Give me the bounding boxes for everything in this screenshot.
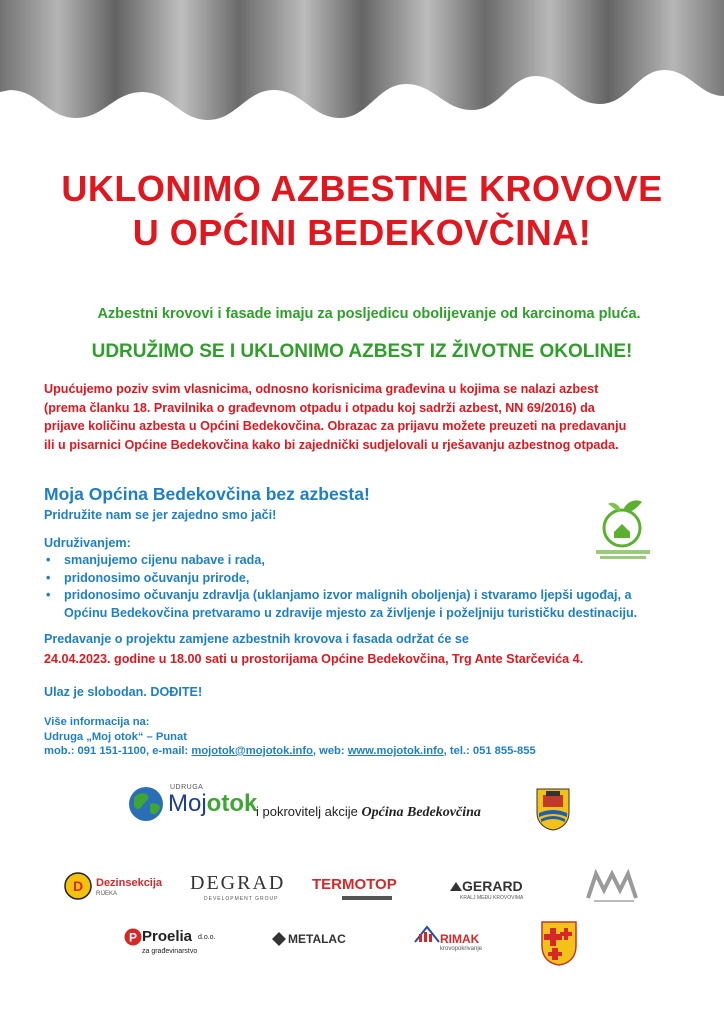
invitation-line: ili u pisarnici Općine Bedekovčina kako bi zajednički sudjelovali u rješavanju azbestnog otpada. — [44, 437, 619, 452]
metalac-diamond-icon — [272, 932, 286, 946]
termotop-logo — [312, 876, 412, 906]
lecture-announcement: Predavanje o projektu zamjene azbestnih krovova i fasada održat će se — [44, 632, 469, 646]
campaign-heading: Moja Općina Bedekovčina bez azbesta! — [44, 484, 370, 504]
lead-sentence: Azbestni krovovi i fasade imaju za posljedicu obolijevanje od karcinoma pluća. — [97, 306, 641, 322]
mojotok-moj: Moj — [168, 790, 207, 817]
contact-line — [44, 744, 536, 759]
dezinsekcija-text: Dezinsekcija — [96, 877, 163, 889]
degrad-sub: DEVELOPMENT GROUP — [204, 896, 279, 902]
slogan: UDRUŽIMO SE I UKLONIMO AZBEST IZ ŽIVOTNE OKOLINE! — [91, 341, 633, 362]
invitation-line: Upućujemo poziv svim vlasnicima, odnosno korisnicima građevina u kojima se nalazi azbest — [44, 382, 599, 396]
rimak-text: RIMAK — [440, 932, 480, 946]
gerard-roof-icon — [450, 880, 462, 892]
proelia-p-icon — [124, 928, 142, 946]
sponsor-text — [256, 804, 481, 821]
corrugated-roof-image — [0, 0, 724, 130]
termotop-underline — [342, 896, 392, 900]
proelia-text: Proelia — [142, 928, 193, 945]
list-item: • pridonosimo očuvanju prirode, — [44, 570, 684, 588]
termotop-text: TERMOTOP — [312, 876, 397, 893]
invitation-line: prijave količinu azbesta u Općini Bedekovčina. Obrazac za prijavu možete preuzeti na predavanju — [44, 419, 627, 433]
dezinsekcija-logo — [64, 872, 174, 902]
dezinsekcija-d-icon — [64, 872, 92, 900]
sponsor-label: i pokrovitelj akcije — [256, 804, 362, 819]
list-item: • smanjujemo cijenu nabave i rada, — [44, 552, 684, 570]
gerard-text: GERARD — [462, 878, 523, 894]
rimak-roof-icon — [414, 924, 440, 944]
contact-phone: , tel.: 051 855-855 — [443, 745, 536, 757]
bedekovcina-coat-of-arms-icon — [535, 787, 571, 831]
list-item-continuation: Općinu Bedekovčina pretvaramo u zdravije mjesto za življenje i poželjniju turističku destinaciju. — [64, 605, 638, 620]
main-title-line1: UKLONIMO AZBESTNE KROVOVE — [61, 168, 663, 209]
gerard-logo — [448, 878, 548, 906]
svg-text:D: D — [72, 878, 84, 894]
list-item: • pridonosimo očuvanju zdravlja (uklanjamo izvor malignih oboljenja) i stvaramo ljepši ugođaj, a — [44, 587, 684, 605]
mojotok-logo-text — [168, 790, 257, 818]
mm-logo — [586, 868, 640, 904]
invitation-paragraph — [44, 380, 682, 454]
campaign-subheading: Pridružite nam se jer zajedno smo jači! — [44, 508, 277, 522]
mojotok-otok: otok — [206, 790, 258, 817]
coat-of-arms-icon — [540, 920, 578, 966]
free-entry-note: Ulaz je slobodan. DOĐITE! — [44, 685, 203, 699]
sponsor-line — [128, 784, 588, 830]
degrad-text: DEGRAD — [190, 872, 286, 894]
benefits-list — [44, 552, 684, 622]
main-title-line2: U OPĆINI BEDEKOVČINA! — [132, 212, 592, 253]
metalac-logo — [272, 932, 352, 952]
sponsor-municipality: Općina Bedekovčina — [361, 805, 481, 820]
proelia-doo: d.o.o. — [198, 934, 216, 941]
metalac-text: METALAC — [288, 932, 346, 946]
rimak-logo — [414, 924, 494, 956]
contact-block — [44, 715, 536, 759]
lecture-date-location: 24.04.2023. godine u 18.00 sati u prostorijama Općine Bedekovčina, Trg Ante Starčevića 4. — [44, 652, 584, 666]
gerard-sub: KRALJ MEĐU KROVOVIMA — [460, 895, 524, 901]
campaign-intro: Udruživanjem: — [44, 536, 131, 550]
globe-icon — [128, 786, 164, 822]
svg-text:P: P — [128, 930, 138, 945]
proelia-logo — [124, 926, 224, 962]
email-link[interactable]: mojotok@mojotok.info — [191, 745, 313, 757]
dezinsekcija-sub: RIJEKA — [96, 891, 118, 897]
web-label: , web: — [312, 745, 348, 757]
invitation-line: (prema članku 18. Pravilnika o građevnom otpadu i otpadu koj sadrži azbest, NN 69/2016) da — [44, 400, 595, 415]
mojotok-udruga-label: UDRUGA — [170, 784, 204, 791]
contact-org: Udruga „Moj otok“ – Punat — [44, 730, 187, 743]
rimak-sub: krovopokrivanje — [440, 946, 483, 952]
web-link[interactable]: www.mojotok.info — [347, 745, 444, 757]
proelia-sub: za građevinarstvo — [142, 948, 198, 955]
degrad-logo — [190, 872, 286, 906]
contact-mobile: mob.: 091 151-1100, e-mail: — [44, 745, 192, 757]
contact-label: Više informacija na: — [44, 716, 150, 728]
